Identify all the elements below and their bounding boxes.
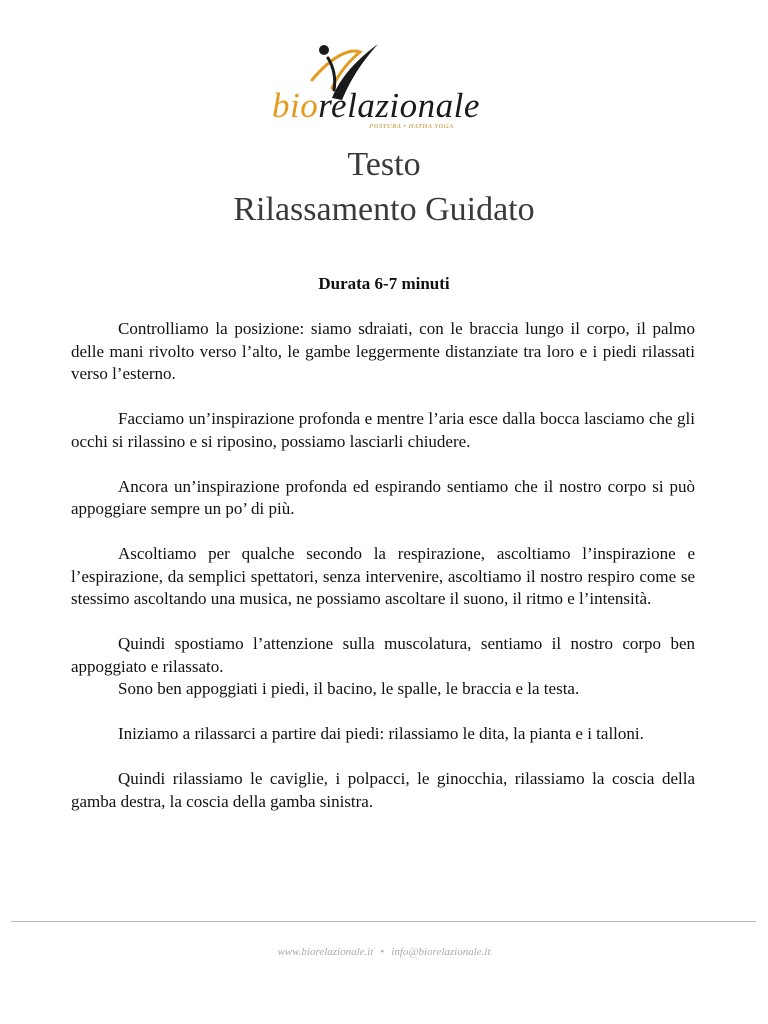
paragraph: Ancora un’inspirazione profonda ed espirando sentiamo che il nostro corpo si può appoggiare sempre un po’ di più.: [71, 476, 695, 518]
document-body: [71, 318, 695, 836]
duration-heading: Durata 6-7 minuti: [318, 274, 450, 293]
paragraph: Sono ben appoggiati i piedi, il bacino, le spalle, le braccia e la testa.: [118, 679, 580, 698]
document-title-line-1: Testo: [347, 146, 421, 183]
page-footer: [0, 946, 768, 958]
brand-prefix: bio: [272, 86, 319, 125]
paragraph: Ascoltiamo per qualche secondo la respirazione, ascoltiamo l’inspirazione e l’espirazione, da semplici spettatori, senza intervenire, ascoltiamo il nostro respiro come se stessimo ascoltando una musica, ne possiamo ascoltare il suono, il ritmo e l’intensità.: [71, 544, 695, 608]
paragraph: Controlliamo la posizione: siamo sdraiati, con le braccia lungo il corpo, il palmo delle mani rivolto verso l’alto, le gambe leggermente distanziate tra loro e i piedi rilassati verso l’esterno.: [71, 319, 695, 383]
brand-tagline: POSTURA • HATHA YOGA: [369, 123, 454, 130]
document-title-line-2: Rilassamento Guidato: [233, 191, 535, 228]
footer-website-link[interactable]: www.biorelazionale.it: [277, 946, 374, 958]
brand-wordmark: [272, 86, 480, 126]
paragraph: Iniziamo a rilassarci a partire dai piedi: rilassiamo le dita, la pianta e i talloni.: [118, 724, 644, 743]
footer-divider: [11, 921, 756, 922]
paragraph: Facciamo un’inspirazione profonda e mentre l’aria esce dalla bocca lasciamo che gli occhi si rilassino e si riposino, possiamo lasciarli chiudere.: [71, 409, 695, 451]
brand-name: relazionale: [318, 86, 480, 125]
footer-separator: •: [380, 946, 385, 958]
paragraph: Quindi rilassiamo le caviglie, i polpacci, le ginocchia, rilassiamo la coscia della gamba destra, la coscia della gamba sinistra.: [71, 769, 695, 811]
brand-logo: [272, 38, 496, 130]
paragraph: Quindi spostiamo l’attenzione sulla muscolatura, sentiamo il nostro corpo ben appoggiato e rilassato.: [71, 634, 695, 676]
footer-email-link[interactable]: info@biorelazionale.it: [391, 946, 491, 958]
